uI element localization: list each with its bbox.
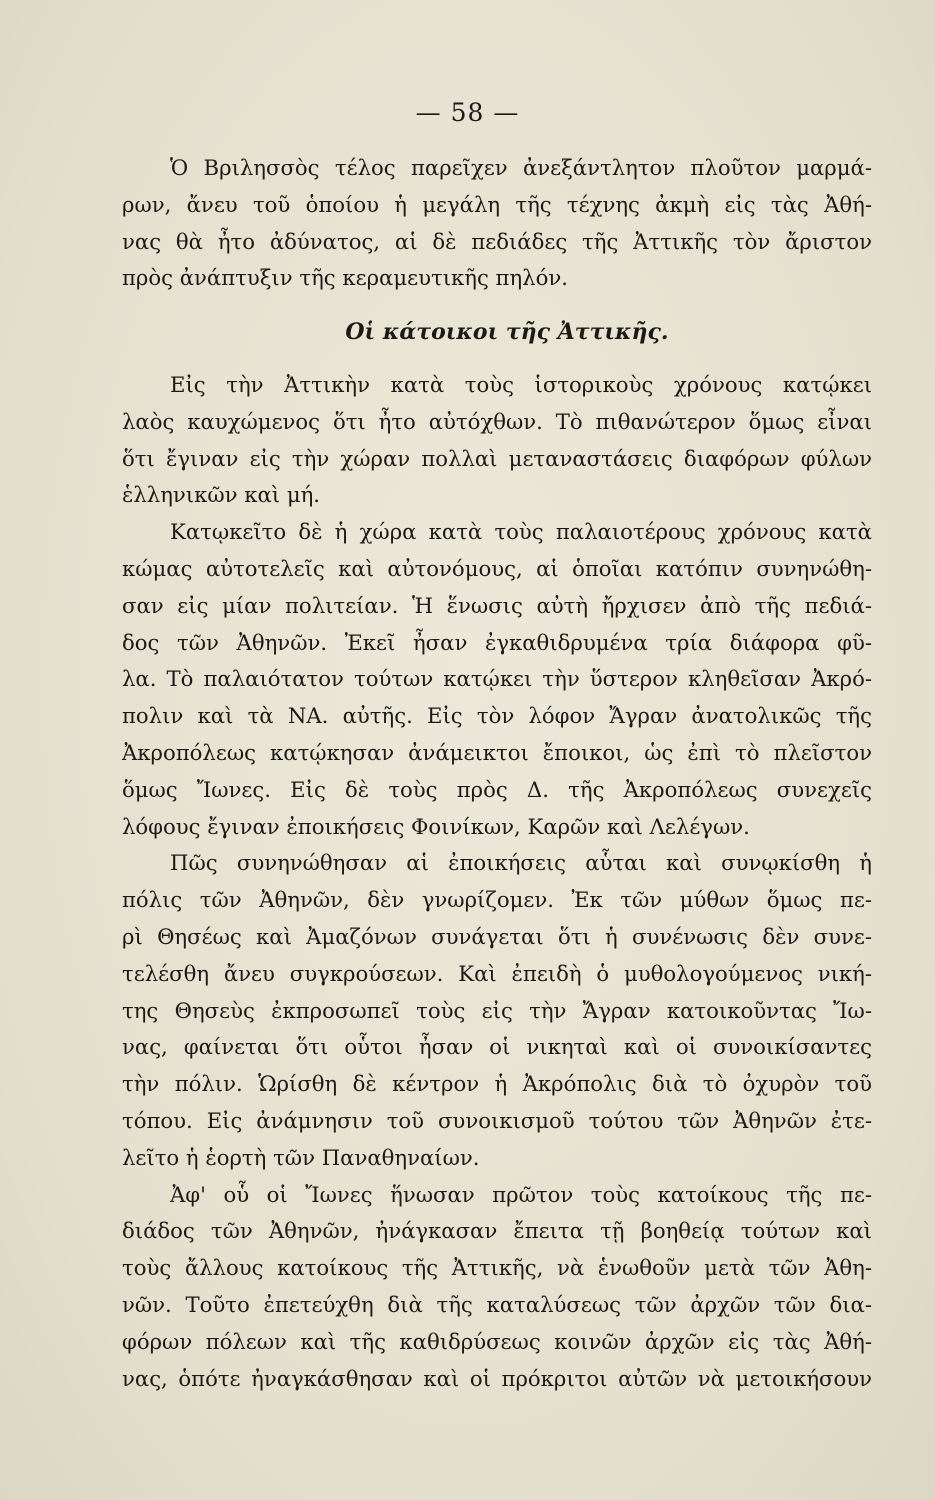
text-line: της Θησεὺς ἐκπροσωπεῖ τοὺς εἰς τὴν Ἄγραν κατοικοῦντας Ἴω- [122, 997, 872, 1023]
text-line: νας, ὁπότε ἠναγκάσθησαν καὶ οἱ πρόκριτοι αὐτῶν νὰ μετοικήσουν [122, 1365, 872, 1391]
text-line: πρὸς ἀνάπτυξιν τῆς κεραμευτικῆς πηλόν. [122, 265, 568, 291]
text-line: Εἰς τὴν Ἀττικὴν κατὰ τοὺς ἱστορικοὺς χρόνους κατῴκει [170, 371, 872, 397]
paragraph-5 [122, 1177, 872, 1398]
text-line: ὅμως Ἴωνες. Εἰς δὲ τοὺς πρὸς Δ. τῆς Ἀκροπόλεως συνεχεῖς [122, 776, 872, 802]
text-line: τὴν πόλιν. Ὡρίσθη δὲ κέντρον ἡ Ἀκρόπολις διὰ τὸ ὀχυρὸν τοῦ [122, 1071, 872, 1097]
text-line: λαὸς καυχώμενος ὅτι ἦτο αὐτόχθων. Τὸ πιθανώτερον ὅμως εἶναι [122, 408, 872, 434]
text-line: Ἀφ' οὗ οἱ Ἴωνες ἥνωσαν πρῶτον τοὺς κατοίκους τῆς πε- [170, 1181, 872, 1207]
text-line: Πῶς συνηνώθησαν αἱ ἐποικήσεις αὗται καὶ συνῳκίσθη ἡ [170, 850, 872, 876]
text-line: δος τῶν Ἀθηνῶν. Ἐκεῖ ἦσαν ἐγκαθιδρυμένα τρία διάφορα φῦ- [122, 629, 872, 655]
text-line: τελέσθη ἄνευ συγκρούσεων. Καὶ ἐπειδὴ ὁ μυθολογούμενος νική- [122, 960, 872, 986]
text-line: πολιν καὶ τὰ ΝΑ. αὐτῆς. Εἰς τὸν λόφον Ἄγραν ἀνατολικῶς τῆς [122, 703, 872, 729]
text-line: νας θὰ ἦτο ἀδύνατος, αἱ δὲ πεδιάδες τῆς Ἀττικῆς τὸν ἄριστον [122, 228, 872, 254]
text-line: Κατῳκεῖτο δὲ ἡ χώρα κατὰ τοὺς παλαιοτέρους χρόνους κατὰ [170, 519, 872, 545]
text-line: φόρων πόλεων καὶ τῆς καθιδρύσεως κοινῶν ἀρχῶν εἰς τὰς Ἀθή- [122, 1328, 872, 1354]
text-line: νας, φαίνεται ὅτι οὗτοι ἦσαν οἱ νικηταὶ καὶ οἱ συνοικίσαντες [122, 1034, 872, 1060]
text-line: Ὁ Βριλησσὸς τέλος παρεῖχεν ἀνεξάντλητον πλοῦτον μαρμά- [170, 155, 872, 180]
paragraph-1 [122, 150, 872, 297]
text-line: λα. Τὸ παλαιότατον τούτων κατῴκει τὴν ὕστερον κληθεῖσαν Ἀκρό- [122, 666, 872, 692]
text-line: Ἀκροπόλεως κατῴκησαν ἀνάμεικτοι ἔποικοι, ὡς ἐπὶ τὸ πλεῖστον [122, 739, 872, 765]
text-line: λόφους ἔγιναν ἐποικήσεις Φοινίκων, Καρῶν καὶ Λελέγων. [122, 813, 750, 839]
paragraph-4 [122, 845, 872, 1176]
text-line: διάδος τῶν Ἀθηνῶν, ἠνάγκασαν ἔπειτα τῇ βοηθείᾳ τούτων καὶ [122, 1218, 872, 1244]
text-line: λεῖτο ἡ ἑορτὴ τῶν Παναθηναίων. [122, 1144, 480, 1170]
paragraph-3 [122, 514, 872, 845]
text-line: ὅτι ἔγιναν εἰς τὴν χώραν πολλαὶ μεταναστάσεις διαφόρων φύλων [122, 445, 872, 471]
text-line: κώμας αὐτοτελεῖς καὶ αὐτονόμους, αἱ ὁποῖαι κατόπιν συνηνώθη- [122, 555, 872, 581]
text-line: πόλις τῶν Ἀθηνῶν, δὲν γνωρίζομεν. Ἐκ τῶν μύθων ὅμως πε- [122, 887, 872, 913]
text-line: τοὺς ἄλλους κατοίκους τῆς Ἀττικῆς, νὰ ἑνωθοῦν μετὰ τῶν Ἀθη- [122, 1255, 872, 1281]
page-text [122, 150, 872, 1397]
text-line: νῶν. Τοῦτο ἐπετεύχθη διὰ τῆς καταλύσεως τῶν ἀρχῶν τῶν δια- [122, 1291, 872, 1317]
text-line: ἑλληνικῶν καὶ μή. [122, 482, 321, 508]
paragraph-2 [122, 367, 872, 514]
text-line: τόπου. Εἰς ἀνάμνησιν τοῦ συνοικισμοῦ τούτου τῶν Ἀθηνῶν ἐτε- [122, 1107, 872, 1133]
text-line: σαν εἰς μίαν πολιτείαν. Ἡ ἕνωσις αὐτὴ ἤρχισεν ἀπὸ τῆς πεδιά- [122, 592, 872, 618]
section-heading: Οἱ κάτοικοι τῆς Ἀττικῆς. [345, 319, 669, 346]
page-number: — 58 — [415, 98, 520, 127]
text-line: ρων, ἄνευ τοῦ ὁποίου ἡ μεγάλη τῆς τέχνης ἀκμὴ εἰς τὰς Ἀθή- [122, 191, 872, 217]
text-line: ρὶ Θησέως καὶ Ἀμαζόνων συνάγεται ὅτι ἡ συνένωσις δὲν συνε- [122, 923, 872, 949]
